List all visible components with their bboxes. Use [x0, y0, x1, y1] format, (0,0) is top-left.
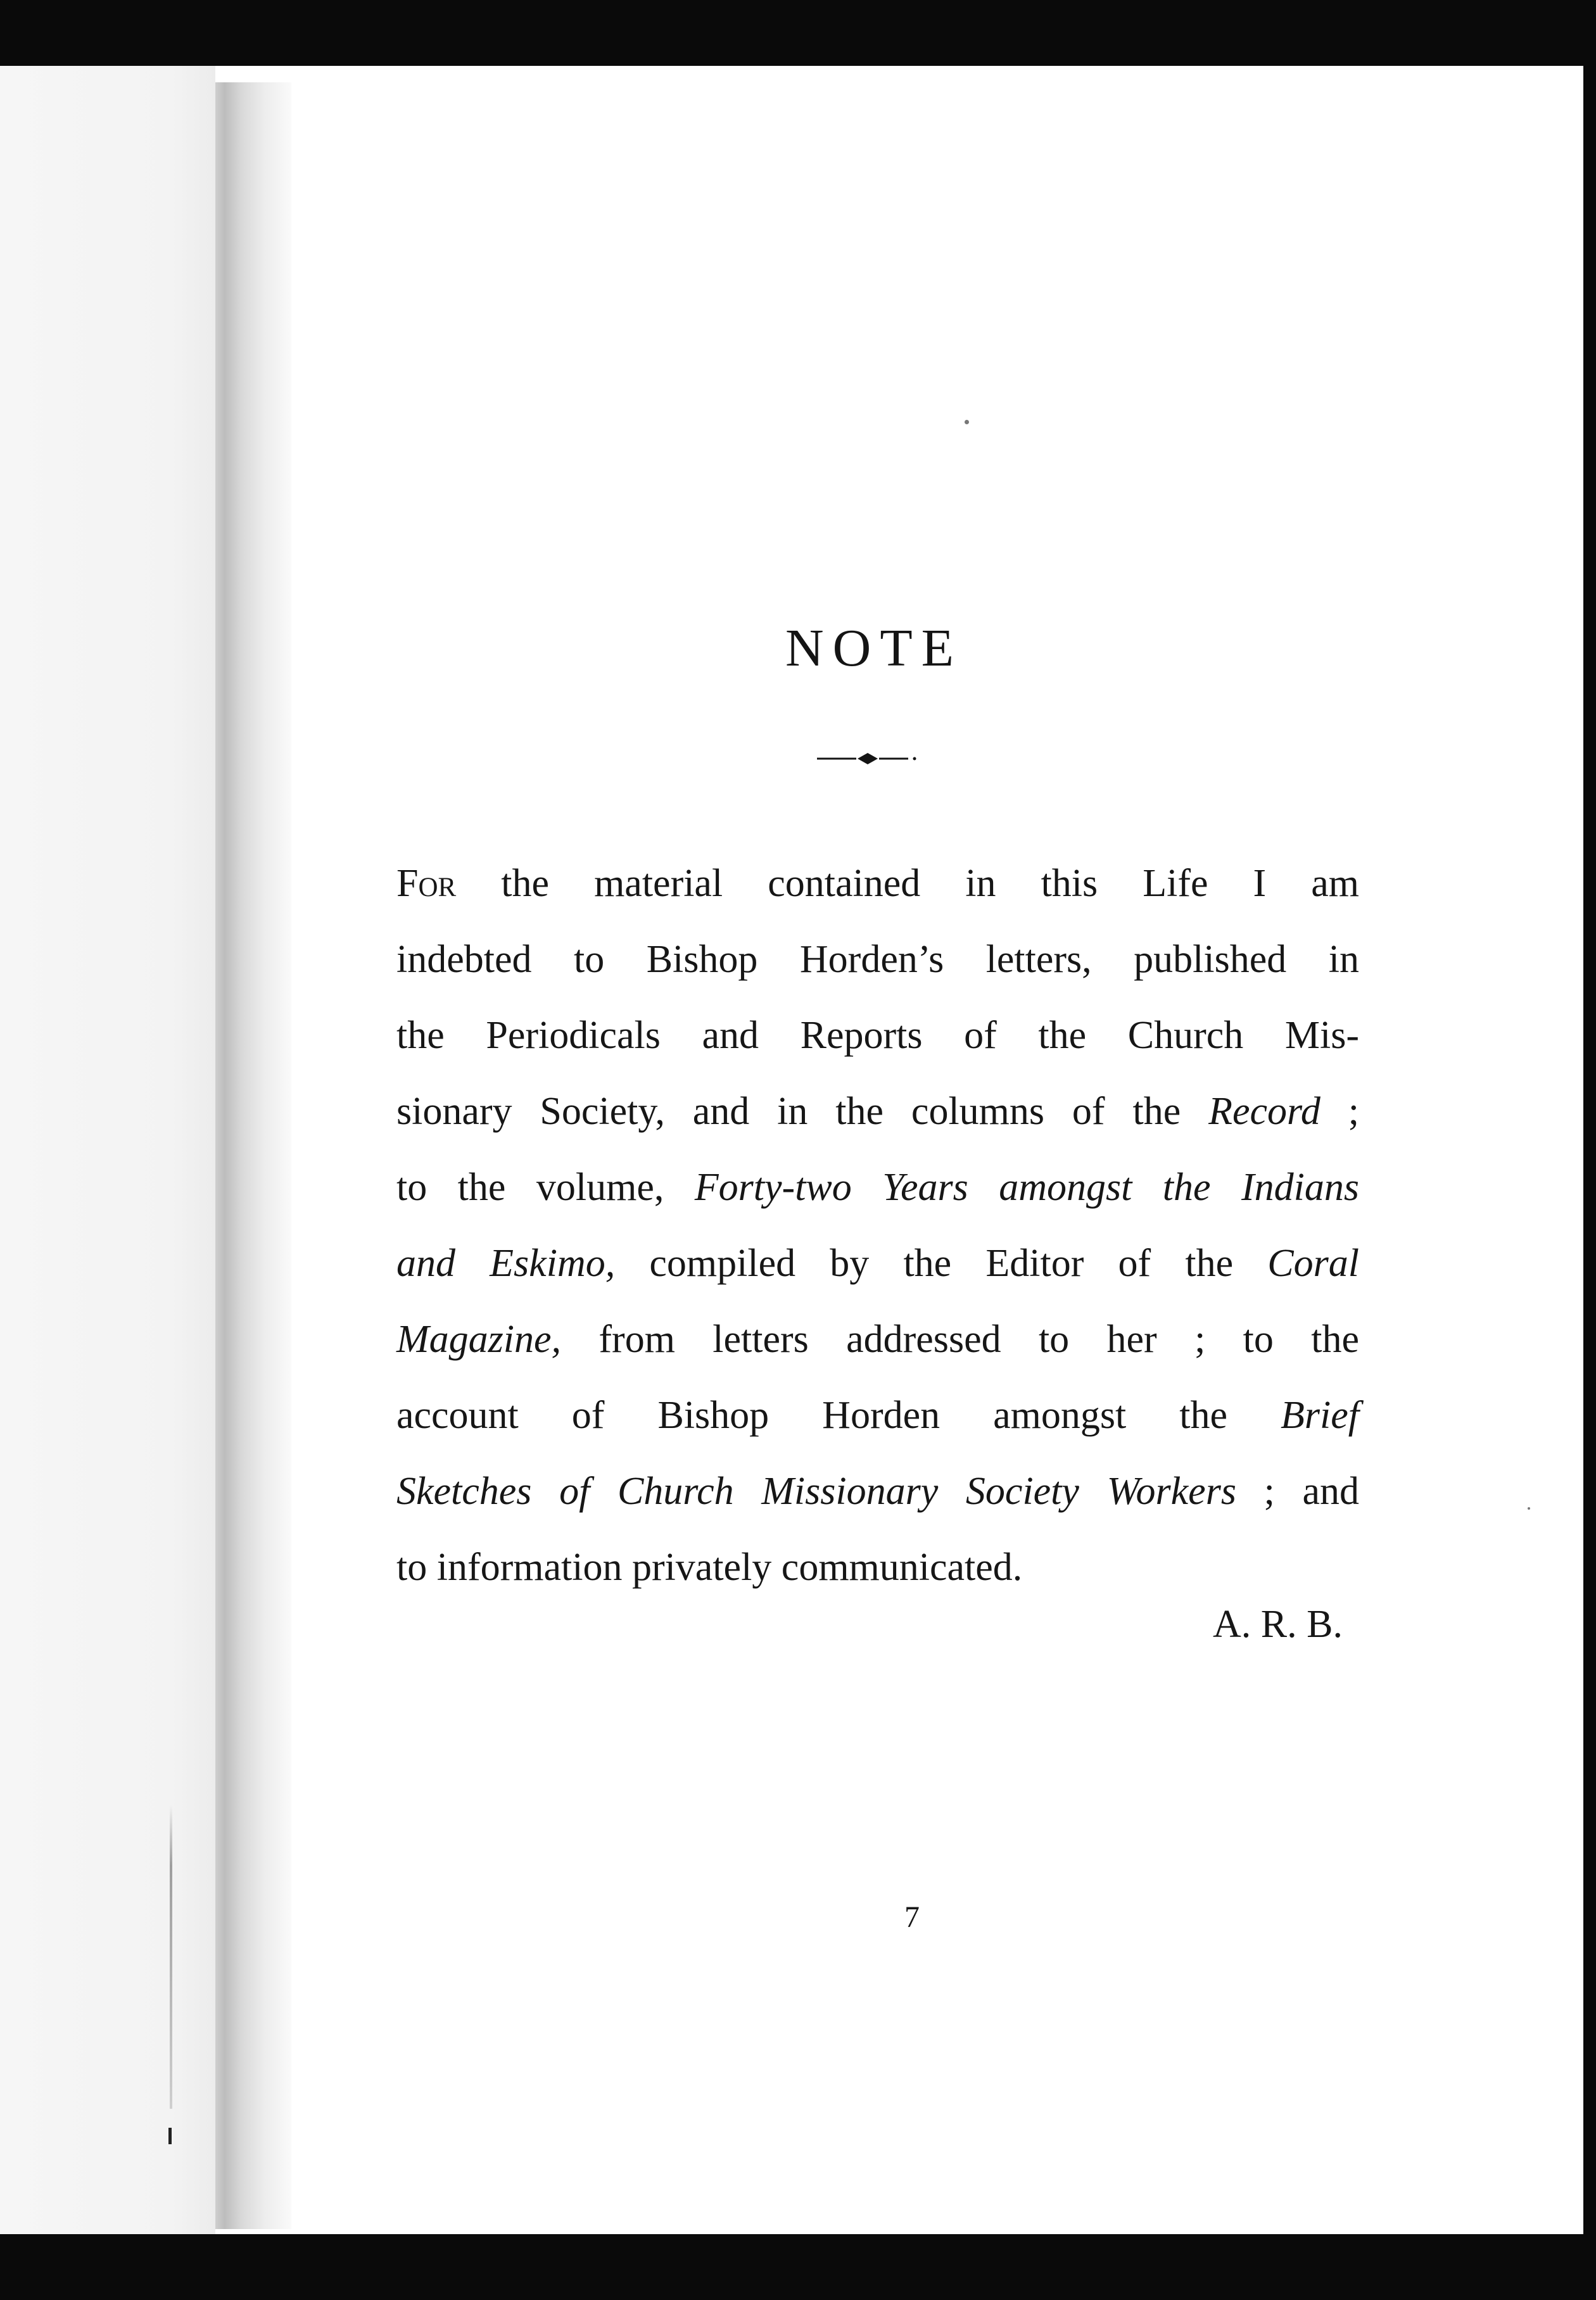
- diamond-rule-ornament-icon: [817, 749, 918, 768]
- paragraph-line: [396, 921, 1359, 997]
- note-paragraph: [396, 845, 1359, 1605]
- paragraph-text: compiled by the Editor of the: [615, 1242, 1268, 1285]
- paragraph-line: [396, 845, 1359, 921]
- paragraph-text: account of Bishop Horden amongst the: [396, 1394, 1281, 1437]
- italic-title-text: Brief: [1281, 1394, 1359, 1437]
- page-title: NOTE: [785, 619, 963, 678]
- italic-title-text: and Eskimo,: [396, 1242, 616, 1285]
- paragraph-text: the Periodicals and Reports of the Church Mis-: [396, 1014, 1359, 1057]
- bottom-scan-border: [0, 2234, 1596, 2300]
- paragraph-text: the material contained in this Life I am: [456, 862, 1359, 905]
- facing-page-edge: [0, 66, 215, 2234]
- paragraph-text: from letters addressed to her ; to the: [561, 1318, 1359, 1361]
- italic-title-text: Sketches of Church Missionary Society Workers: [396, 1470, 1236, 1513]
- italic-title-text: Forty-two Years amongst the Indians: [694, 1166, 1359, 1209]
- page-number: 7: [904, 1900, 920, 1934]
- paragraph-text: to the volume,: [396, 1166, 695, 1209]
- italic-title-text: Magazine,: [396, 1318, 562, 1361]
- paragraph-line: [396, 997, 1359, 1073]
- paragraph-text: sionary Society, and in the columns of the: [396, 1090, 1209, 1133]
- right-scan-border: [1583, 66, 1596, 2234]
- lead-word: For: [396, 862, 457, 905]
- page-edge-line: [170, 1805, 172, 2109]
- paper-speck: [1528, 1507, 1530, 1510]
- paragraph-line: [396, 1377, 1359, 1453]
- paragraph-line: [396, 1225, 1359, 1301]
- paragraph-line: [396, 1073, 1359, 1149]
- author-initials: A. R. B.: [1213, 1603, 1343, 1646]
- paragraph-text: ; and: [1236, 1470, 1359, 1513]
- paragraph-line: [396, 1529, 1359, 1605]
- paragraph-text: indebted to Bishop Horden’s letters, published in: [396, 938, 1359, 981]
- paragraph-text: to information privately communicated.: [396, 1546, 1023, 1589]
- page-edge-mark: [168, 2128, 172, 2144]
- paragraph-line: [396, 1301, 1359, 1377]
- italic-title-text: Coral: [1267, 1242, 1359, 1285]
- paragraph-line: [396, 1149, 1359, 1225]
- paragraph-line: [396, 1453, 1359, 1529]
- paper-speck: [965, 420, 969, 424]
- book-gutter-shadow: [215, 82, 291, 2229]
- italic-title-text: Record: [1208, 1090, 1320, 1133]
- paragraph-text: ;: [1320, 1090, 1359, 1133]
